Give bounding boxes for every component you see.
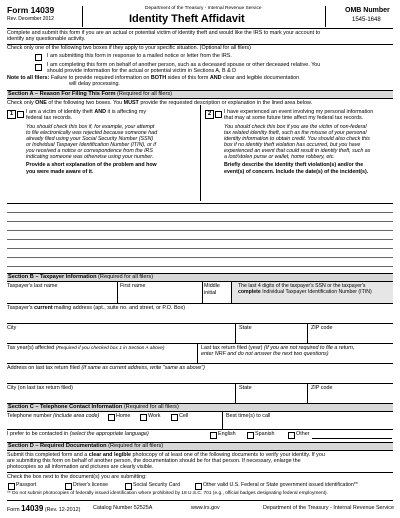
mailed-notice-checkbox[interactable] [35,54,42,61]
box2-italic-line: box if no identity theft violation has occurred, but you have [224,142,361,148]
writing-line[interactable] [7,257,393,258]
last-state-label: State [239,385,252,391]
last-name-label: Taxpayer's last name [7,283,58,289]
first-name-label: First name [120,283,146,289]
current-address-field[interactable] [7,312,393,322]
ssn-label-line2: complete Individual Taxpayer Identification Number (ITIN) [238,289,372,295]
box1-italic-line: already filed using your Social Security Number (SSN) [26,136,154,142]
box2-italic-line: a lost/stolen purse or wallet, home robbery, etc. [224,154,335,160]
note-to-filers-line2: will delay processing. [69,81,120,87]
last-address-label: Address on last tax return filed (If same as current address, write "same as above") [7,365,205,371]
city-label: City [7,325,17,331]
other-language-field[interactable] [312,437,392,439]
city-field[interactable] [7,332,235,342]
box1-label-line1: I am a victim of identity theft AND it is affecting my [26,109,147,115]
last-zip-field[interactable] [308,392,393,402]
rev-date: Rev. December 2012 [7,16,54,22]
section-a-title: Section A – Reason For Filing This Form (Required for all filers) [8,91,173,97]
section-d-text-line3: photocopies so all information and pictures are clearly visible. [7,464,154,470]
initial-label: initial [204,290,217,296]
section-a-instruction: Check only ONE of the following two boxes. You MUST provide the requested description or explanation in the lined area below. [7,100,313,106]
state-label: State [239,325,252,331]
tax-years-field[interactable] [7,352,197,362]
section-d-title: Section D – Required Documentation (Required for all filers) [8,443,164,449]
box1-bold-line: you were made aware of it. [26,168,94,175]
box1-number: 1 [7,110,16,119]
box2-italic-line: experienced an event that could result in identity theft, such as [224,148,371,154]
box2-label-line2: that may at some future time affect my federal tax records. [224,115,364,121]
mailed-notice-label: I am submitting this form in response to a mailed notice or letter from the IRS. [47,53,232,59]
box2-label-line1: I have experienced an event involving my personal information [224,109,374,115]
last-zip-label: ZIP code [311,385,333,391]
box1-italic-line: indicating someone was otherwise using your number. [26,154,154,160]
documentation-footnote: ** Do not submit photocopies of federally issued identification where prohibited by 18 U.S.C. 701 (e.g., official badges designating federal employment). [7,491,328,496]
page-title: Identity Theft Affidavit [129,13,245,25]
section-d-text-line1: Submit this completed form and a clear and legible photocopy of at least one of the following documents to verify your identity. If you [7,452,325,458]
box1-italic-line: or Individual Taxpayer Identification Number (ITIN), or if [26,142,156,148]
box1-bold-line: Provide a short explanation of the problem and how [26,162,157,168]
omb-label: OMB Number [345,7,390,14]
other-id-label: Other valid U.S. Federal or State government issued identification** [203,482,358,488]
footer-catalog: Catalog Number 52525A [93,505,153,511]
box2-bold-line: event(s) of concern. Include the date(s) of the incident(s). [224,168,369,175]
behalf-label-line2: should provide information for the actual or potential victim in Sections A, B & D [47,68,237,74]
phone-field[interactable] [7,420,222,428]
middle-label: Middle [204,283,220,289]
current-address-label: Taxpayer's current mailing address (apt., suite no. and street, or P.O. Box) [7,305,186,311]
spanish-checkbox[interactable] [247,432,254,439]
phone-label: Telephone number (include area code) [7,413,100,419]
box2-italic-line: tax related identity theft, such as the misuse of your personal [224,130,367,136]
drivers-license-label: Driver's license [73,482,109,488]
last-return-note: enter NRF and do not answer the next two questions) [201,351,329,357]
best-time-label: Best time(s) to call [226,413,271,419]
tax-years-label: Tax year(s) affected (Required if you checked box 1 in Section A above) [7,345,165,351]
box1-italic-line: You should check this box if, for example, your attempt [26,124,155,130]
english-label: English [218,431,236,437]
intro-text-line1: Complete and submit this form if you are an actual or potential victim of identity theft and would like the IRS to mark your account to [7,30,321,36]
ssn-label-line1: The last 4 digits of the taxpayer's SSN or the taxpayer's [238,283,366,289]
middle-initial-field[interactable] [203,283,231,302]
work-label: Work [148,413,161,419]
passport-label: Passport [16,482,37,488]
box2-bold-line: Briefly describe the identity theft violation(s) and/or the [224,162,364,168]
note-to-filers: Note to all filers: Failure to provide required information on BOTH sides of this form AND clear and legible documentation [7,75,300,81]
behalf-of-another-checkbox[interactable] [35,64,42,71]
passport-checkbox[interactable] [8,483,15,490]
other-id-checkbox[interactable] [195,483,202,490]
writing-line[interactable] [7,221,393,222]
behalf-label-line1: I am completing this form on behalf of another person, such as a deceased spouse or other deceased relative. You [47,62,321,68]
writing-line[interactable] [7,239,393,240]
section-b-title: Section B – Taxpayer Information (Required for all filers) [8,274,154,280]
document-check-prompt: Check the box next to the document(s) you are submitting: [7,474,147,480]
intro-text-line2: identify any questionable activity. [7,36,86,42]
other-language-label: Other [296,431,310,437]
last-address-field[interactable] [7,372,393,382]
state-field[interactable] [236,332,307,342]
box2-italic-line: You should check this box if you are the victim of non-federal [224,124,367,130]
omb-number: 1545-1648 [352,17,381,23]
box1-italic-line: to file electronically was rejected because someone had [26,130,158,136]
reason-box2-checkbox[interactable] [215,111,222,118]
last-city-label: City (on last tax return filed) [7,385,73,391]
box1-italic-line: you received a notice or correspondence from the IRS [26,148,153,154]
home-label: Home [116,413,131,419]
last-state-field[interactable] [236,392,307,402]
drivers-license-checkbox[interactable] [65,483,72,490]
last-name-field[interactable] [7,290,117,302]
first-name-field[interactable] [118,290,202,302]
cell-label: Cell [179,413,189,419]
spanish-label: Spanish [255,431,275,437]
best-time-field[interactable] [223,420,393,428]
box1-label-line2: federal tax records. [26,115,73,121]
writing-line[interactable] [7,212,393,213]
box2-number: 2 [205,110,214,119]
footer-form-id: Form 14039 (Rev. 12-2012) [7,504,81,513]
form-number: Form 14039 [7,5,55,15]
zip-field[interactable] [308,332,393,342]
writing-line[interactable] [7,248,393,249]
english-checkbox[interactable] [210,432,217,439]
other-language-checkbox[interactable] [288,432,295,439]
footer-website: www.irs.gov [191,505,220,511]
writing-line[interactable] [7,230,393,231]
reason-box1-checkbox[interactable] [17,111,24,118]
last-city-field[interactable] [7,392,235,402]
writing-line[interactable] [7,266,393,267]
footer-department: Department of the Treasury - Internal Revenue Service [263,505,394,511]
box2-italic-line: identity information to obtain credit. You should also check this [224,136,370,142]
section-c-title: Section C – Telephone Contact Information (Required for all filers) [8,404,179,410]
section-d-text-line2: are submitting this form on behalf of another person, the documentation should be for that person. If necessary, enlarge the [7,458,301,464]
zip-label: ZIP code [311,325,333,331]
social-security-card-checkbox[interactable] [125,483,132,490]
department-label: Department of the Treasury - Internal Revenue Service [145,6,262,11]
social-security-card-label: Social Security Card [133,482,180,488]
language-label: I prefer to be contacted in (select the appropriate language) [7,431,149,437]
optional-check-prompt: Check only one of the following two boxes if they apply to your specific situation. (Optional for all filers) [7,45,251,51]
last-return-label: Last tax return filed (year) (If you are not required to file a return, [201,345,355,351]
